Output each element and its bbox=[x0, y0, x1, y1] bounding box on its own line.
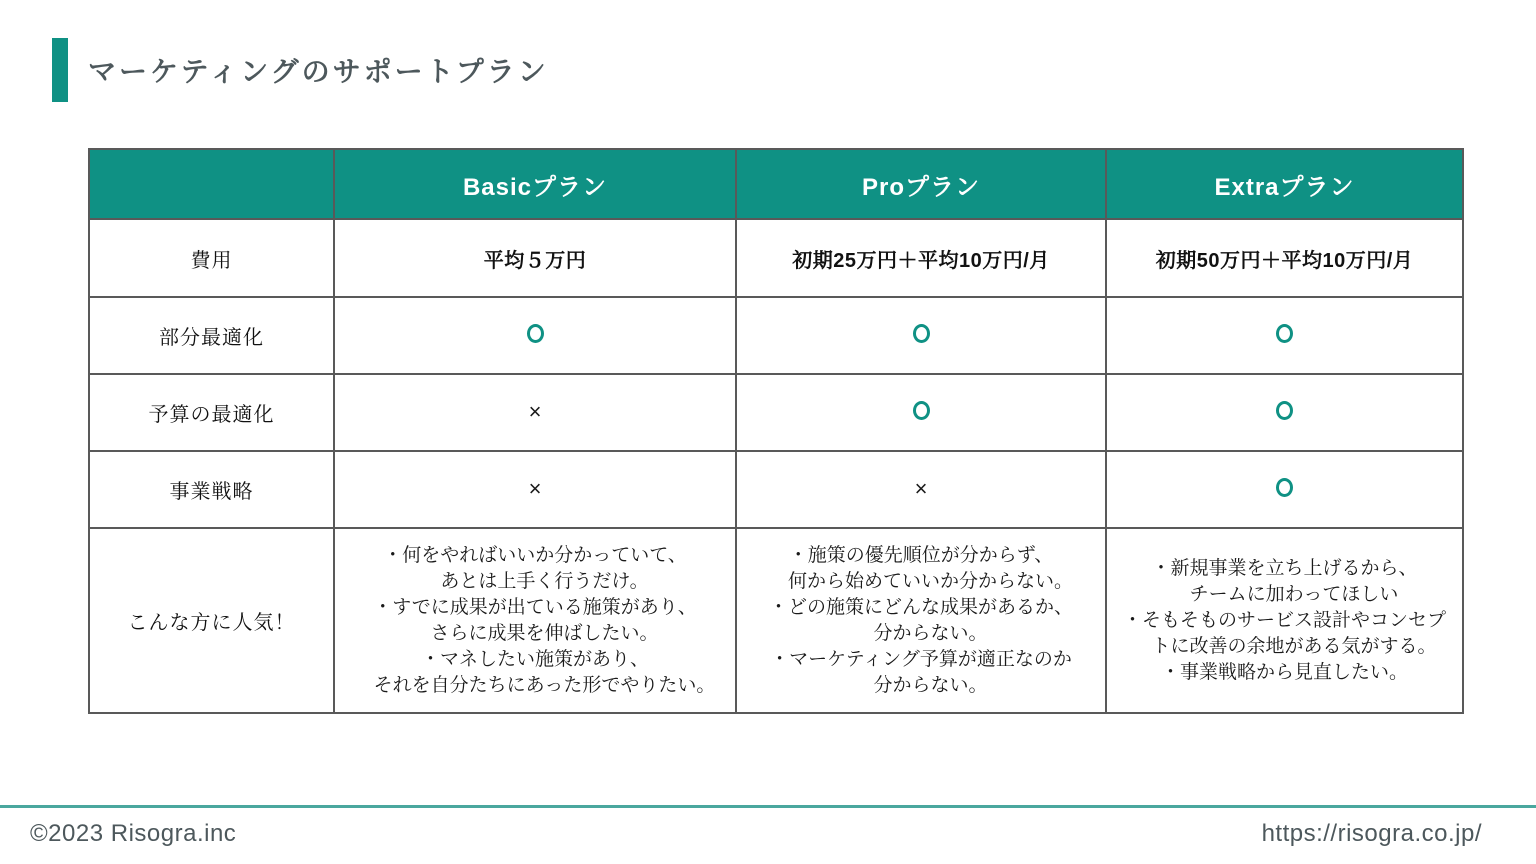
copyright-text: ©2023 Risogra.inc bbox=[30, 820, 237, 847]
bullet-line: それを自分たちにあった形でやりたい。 bbox=[373, 674, 716, 696]
cost-cell-basic bbox=[334, 219, 736, 297]
mark-cell bbox=[1106, 451, 1463, 528]
bullet-line: ・どの施策にどんな成果があるか、 bbox=[768, 596, 1073, 618]
mark-cell bbox=[1106, 374, 1463, 451]
plan-comparison-table bbox=[88, 148, 1464, 714]
circle-mark bbox=[1276, 401, 1293, 420]
circle-mark bbox=[913, 401, 930, 420]
mark-cell bbox=[334, 451, 736, 528]
row-label-business-strategy: 事業戦略 bbox=[89, 451, 334, 528]
mark-cell bbox=[736, 374, 1106, 451]
cross-mark: × bbox=[914, 476, 928, 501]
plan-header-basic: Basicプラン bbox=[334, 149, 736, 219]
popular-list-basic bbox=[334, 528, 736, 713]
mark-cell bbox=[736, 451, 1106, 528]
table-row-partial-optimization bbox=[89, 297, 1463, 374]
row-label-budget-optimization: 予算の最適化 bbox=[89, 374, 334, 451]
plan-header-pro: Proプラン bbox=[736, 149, 1106, 219]
row-label-cost: 費用 bbox=[89, 219, 334, 297]
bullet-line: 分からない。 bbox=[873, 674, 988, 696]
cross-mark: × bbox=[528, 476, 542, 501]
table-row-budget-optimization bbox=[89, 374, 1463, 451]
cost-cell-extra bbox=[1106, 219, 1463, 297]
table-header-row bbox=[89, 149, 1463, 219]
circle-mark bbox=[913, 324, 930, 343]
bullet-line: ・そもそものサービス設計やコンセプ bbox=[1122, 609, 1446, 631]
title-accent-bar bbox=[52, 38, 68, 102]
mark-cell bbox=[334, 297, 736, 374]
bullet-line: 分からない。 bbox=[873, 622, 988, 644]
mark-cell bbox=[334, 374, 736, 451]
row-label-partial-optimization: 部分最適化 bbox=[89, 297, 334, 374]
mark-cell bbox=[1106, 297, 1463, 374]
page-title: マーケティングのサポートプラン bbox=[88, 56, 549, 87]
bullet-line: ・マネしたい施策があり、 bbox=[420, 648, 649, 670]
bullet-line: ・すでに成果が出ている施策があり、 bbox=[373, 596, 697, 618]
bullet-line: あとは上手く行うだけ。 bbox=[440, 570, 649, 592]
cost-value-pro: 初期25万円＋平均10万円/月 bbox=[792, 249, 1050, 272]
bullet-line: ・事業戦略から見直したい。 bbox=[1160, 661, 1408, 683]
bullet-line: 何から始めていいか分からない。 bbox=[787, 570, 1073, 592]
popular-list-extra bbox=[1106, 528, 1463, 713]
footer-divider bbox=[0, 805, 1536, 808]
cost-value-extra: 初期50万円＋平均10万円/月 bbox=[1155, 249, 1414, 272]
corner-cell bbox=[89, 149, 334, 219]
bullet-line: さらに成果を伸ばしたい。 bbox=[430, 622, 659, 644]
table-row-business-strategy bbox=[89, 451, 1463, 528]
cost-cell-pro bbox=[736, 219, 1106, 297]
bullet-line: ・マーケティング予算が適正なのか bbox=[770, 648, 1072, 670]
table-row-cost bbox=[89, 219, 1463, 297]
circle-mark bbox=[1276, 478, 1293, 497]
row-label-popular-with: こんな方に人気！ bbox=[89, 528, 334, 713]
bullet-line: ・何をやればいいか分かっていて、 bbox=[383, 544, 687, 566]
cross-mark: × bbox=[528, 399, 542, 424]
plan-header-extra: Extraプラン bbox=[1106, 149, 1463, 219]
bullet-line: チームに加わってほしい bbox=[1189, 583, 1399, 605]
table-row-popular-with bbox=[89, 528, 1463, 713]
site-url: https://risogra.co.jp/ bbox=[1261, 820, 1482, 847]
bullet-line: トに改善の余地がある気がする。 bbox=[1151, 635, 1437, 657]
popular-list-pro bbox=[736, 528, 1106, 713]
bullet-line: ・施策の優先順位が分からず、 bbox=[788, 544, 1054, 566]
cost-value-basic: 平均５万円 bbox=[483, 249, 587, 272]
mark-cell bbox=[736, 297, 1106, 374]
circle-mark bbox=[1276, 324, 1293, 343]
bullet-line: ・新規事業を立ち上げるから、 bbox=[1151, 557, 1418, 579]
circle-mark bbox=[527, 324, 544, 343]
